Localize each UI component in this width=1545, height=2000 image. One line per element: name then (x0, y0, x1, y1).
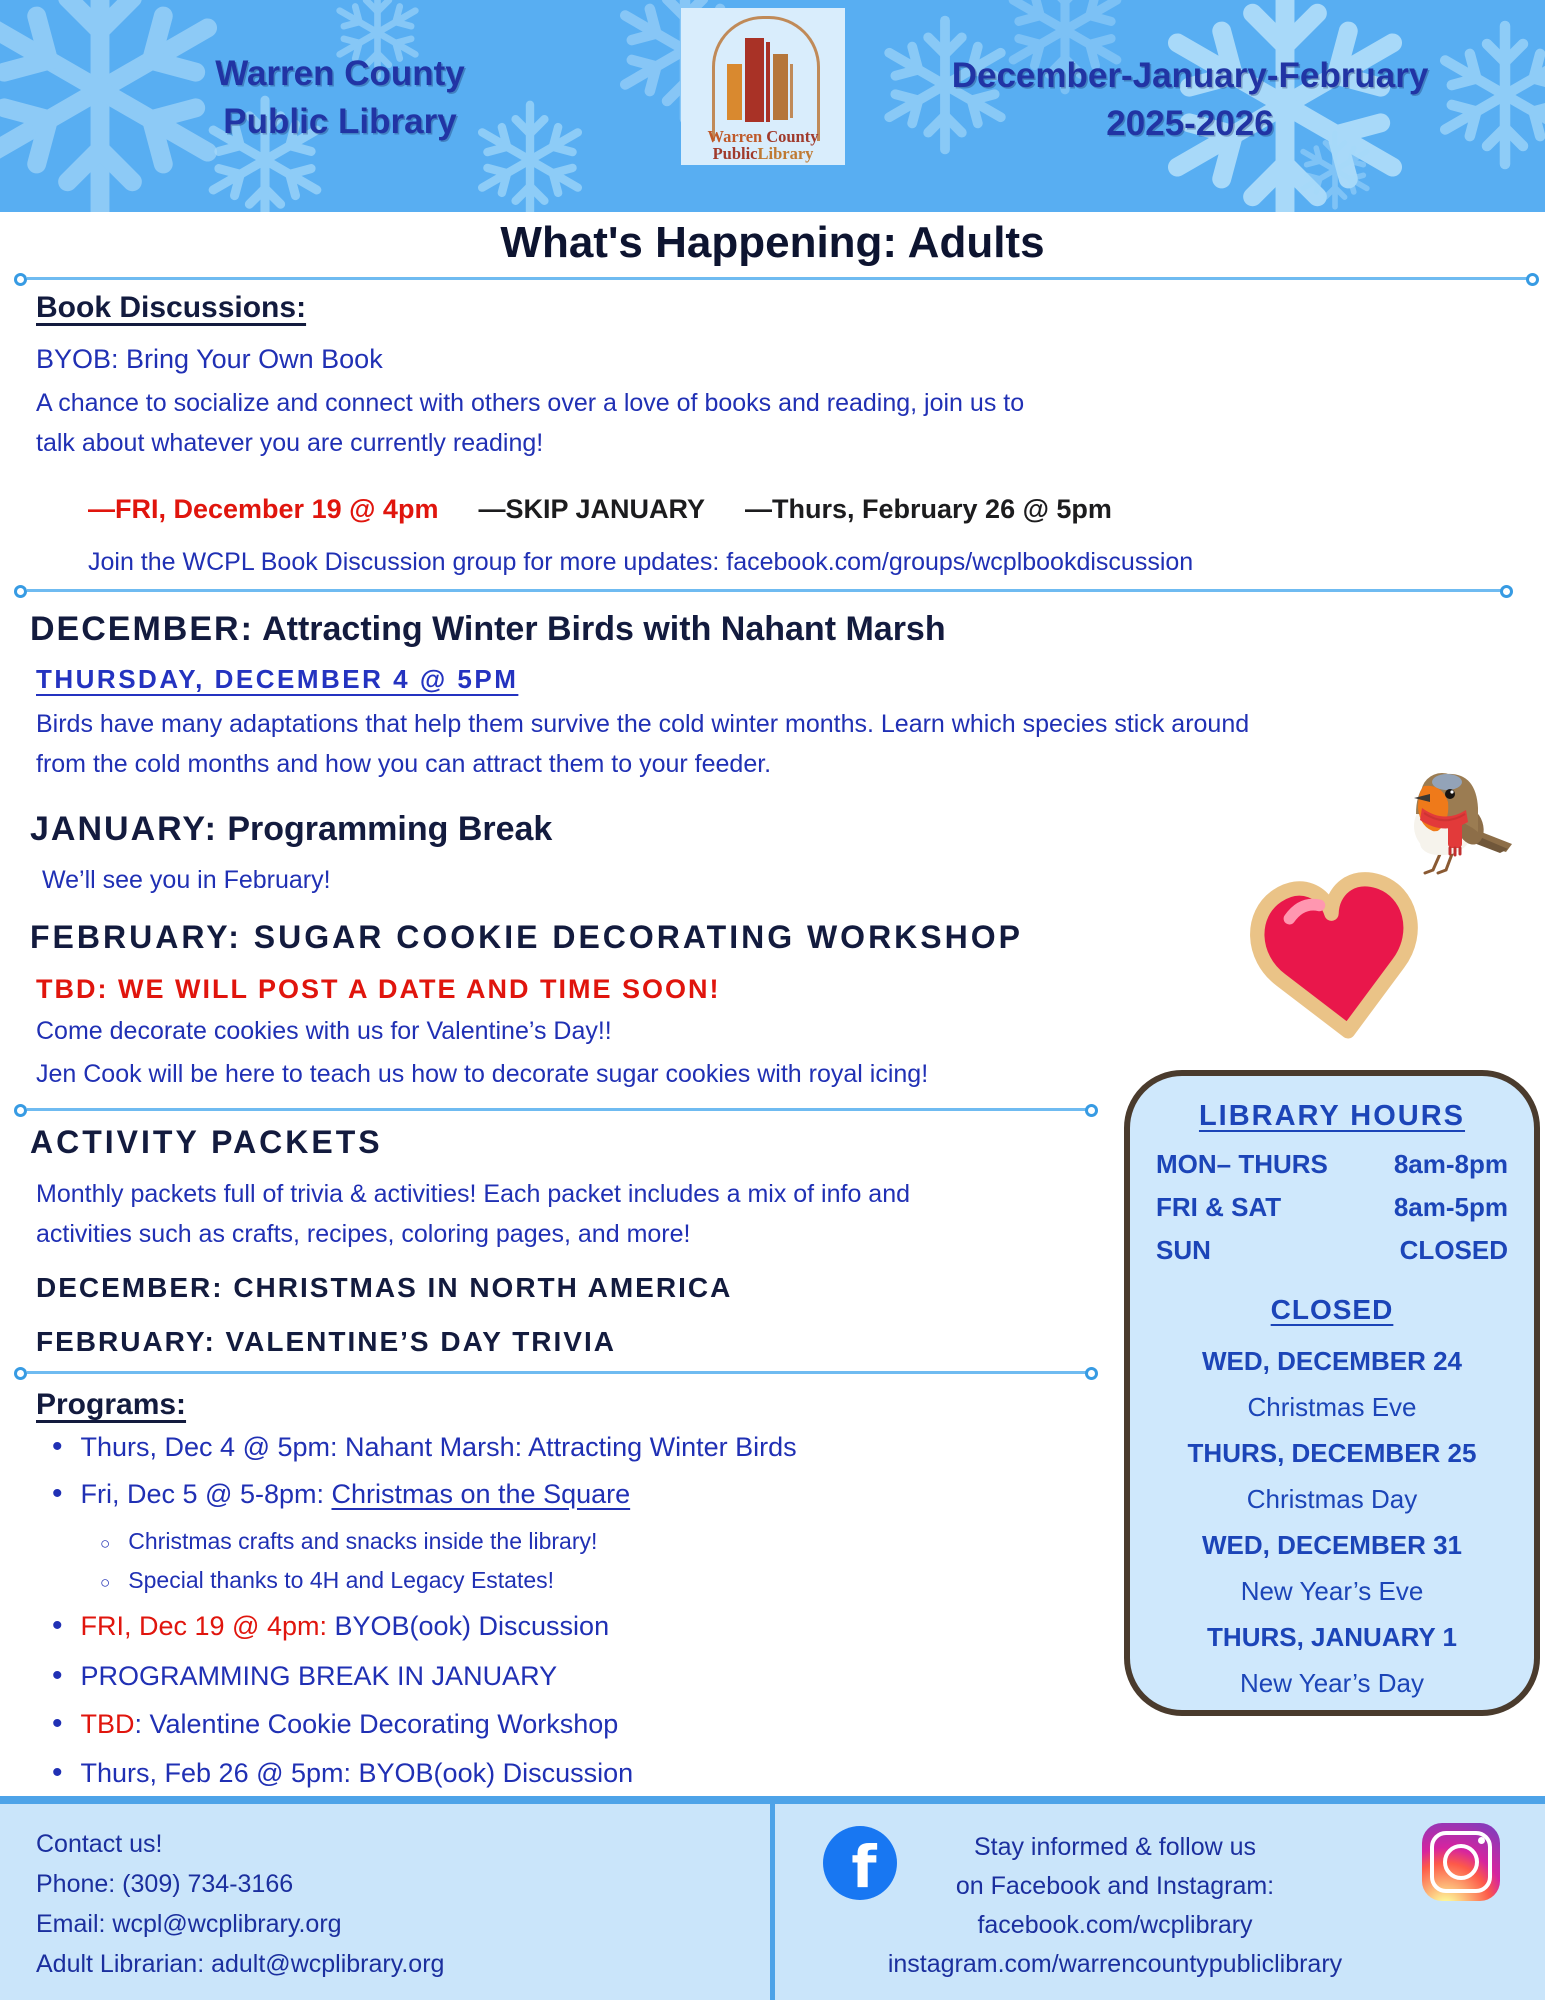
divider (0, 585, 1545, 597)
programs-heading: Programs: (36, 1388, 187, 1421)
february-tbd-note: TBD: WE WILL POST A DATE AND TIME SOON! (36, 974, 721, 1004)
facebook-icon: f (823, 1826, 897, 1900)
closed-date: THURS, JANUARY 1 (1207, 1622, 1457, 1652)
divider (0, 1104, 1104, 1116)
hours-row (1130, 1186, 1534, 1229)
program-list-item: • FRI, Dec 19 @ 4pm: BYOB(ook) Discussion (52, 1609, 609, 1643)
org-name (110, 50, 570, 146)
december-packet: DECEMBER: CHRISTMAS IN NORTH AMERICA (36, 1272, 733, 1303)
february-packet: FEBRUARY: VALENTINE’S DAY TRIVIA (36, 1326, 616, 1357)
season-years: 2025-2026 (1106, 104, 1274, 143)
january-event-heading: JANUARY: Programming Break (30, 810, 553, 848)
hours-days: FRI & SAT (1156, 1192, 1282, 1222)
program-list-item: • Thurs, Dec 4 @ 5pm: Nahant Marsh: Attracting Winter Birds (52, 1430, 797, 1464)
social-line2: on Facebook and Instagram: (955, 1872, 1275, 1900)
closed-occasion: New Year’s Day (1239, 1668, 1425, 1698)
hours-row (1130, 1229, 1534, 1272)
byob-description-line2: talk about whatever you are currently reading! (36, 429, 544, 457)
activity-packets-heading: ACTIVITY PACKETS (30, 1124, 383, 1160)
logo-wordmark: Warren County PublicLibrary (707, 127, 819, 163)
logo-book-spine (790, 64, 793, 118)
closed-dates-list (1130, 1338, 1534, 1706)
hours-days: SUN (1156, 1235, 1211, 1265)
logo-book-spine (727, 64, 742, 120)
bullet-icon (52, 1659, 63, 1693)
contact-phone: Phone: (309) 734-3166 (36, 1870, 294, 1898)
circle-bullet-icon (100, 1567, 110, 1594)
divider (0, 1367, 1104, 1379)
byob-subheading: BYOB: Bring Your Own Book (36, 344, 383, 374)
instagram-flash-icon (1478, 1837, 1485, 1844)
hours-value: 8am-8pm (1393, 1149, 1508, 1179)
date-february: —Thurs, February 26 @ 5pm (745, 494, 1112, 524)
closed-occasion: New Year’s Eve (1240, 1576, 1424, 1606)
hours-days: MON– THURS (1156, 1149, 1328, 1179)
logo-book-spine (766, 42, 770, 122)
december-event-heading: DECEMBER: Attracting Winter Birds with Nahant Marsh (30, 610, 946, 648)
heart-cookie-illustration (1238, 870, 1438, 1050)
library-logo (681, 8, 845, 165)
activity-packets-description-line2: activities such as crafts, recipes, coloring pages, and more! (36, 1220, 691, 1248)
contact-librarian: Adult Librarian: adult@wcplibrary.org (36, 1950, 445, 1978)
contact-block (36, 1824, 444, 1984)
closed-date: WED, DECEMBER 24 (1201, 1346, 1463, 1376)
december-event-description-line2: from the cold months and how you can attract them to your feeder. (36, 750, 772, 778)
closed-date: THURS, DECEMBER 25 (1187, 1438, 1477, 1468)
book-discussion-dates (88, 494, 1112, 525)
contact-heading: Contact us! (36, 1830, 163, 1858)
logo-book-spine (773, 54, 788, 120)
program-list-item: • PROGRAMMING BREAK IN JANUARY (52, 1659, 557, 1693)
social-block (800, 1828, 1430, 1984)
divider (0, 273, 1545, 285)
instagram-icon (1422, 1823, 1500, 1901)
winter-robin-illustration (1386, 750, 1516, 880)
closed-occasion: Christmas Eve (1247, 1392, 1417, 1422)
date-december: —FRI, December 19 @ 4pm (88, 494, 439, 524)
footer-divider (770, 1804, 775, 2000)
january-event-description: We’ll see you in February! (42, 866, 331, 894)
header-banner (0, 0, 1545, 212)
february-description-line2: Jen Cook will be here to teach us how to decorate sugar cookies with royal icing! (36, 1060, 929, 1088)
activity-packets-description-line1: Monthly packets full of trivia & activities! Each packet includes a mix of info and (36, 1180, 911, 1208)
contact-email: Email: wcpl@wcplibrary.org (36, 1910, 342, 1938)
program-sublist-item: ○ Special thanks to 4H and Legacy Estates! (100, 1567, 554, 1594)
december-event-description-line1: Birds have many adaptations that help them survive the cold winter months. Learn which species stick around (36, 710, 1250, 738)
circle-bullet-icon (100, 1528, 110, 1555)
facebook-group-note: Join the WCPL Book Discussion group for more updates: facebook.com/groups/wcplbookdiscussion (88, 548, 1194, 576)
closed-heading: CLOSED (1270, 1294, 1394, 1325)
social-line1: Stay informed & follow us (973, 1833, 1257, 1861)
page-title: What's Happening: Adults (500, 218, 1045, 267)
date-january: —SKIP JANUARY (478, 494, 705, 524)
february-description-line1: Come decorate cookies with us for Valentine’s Day!! (36, 1017, 612, 1045)
program-list-item: • Thurs, Feb 26 @ 5pm: BYOB(ook) Discussion (52, 1756, 633, 1790)
bullet-icon (52, 1609, 63, 1643)
library-hours-panel (1124, 1070, 1540, 1716)
program-list-item: • Fri, Dec 5 @ 5-8pm: Christmas on the Square (52, 1477, 630, 1511)
instagram-url: instagram.com/warrencountypubliclibrary (887, 1950, 1343, 1978)
org-name-line1: Warren County (215, 54, 465, 93)
hours-table (1130, 1143, 1534, 1272)
org-name-line2: Public Library (223, 102, 457, 141)
issue-season (860, 52, 1520, 148)
instagram-lens-icon (1443, 1844, 1479, 1880)
closed-date: WED, DECEMBER 31 (1201, 1530, 1463, 1560)
february-event-heading: FEBRUARY: SUGAR COOKIE DECORATING WORKSHOP (30, 919, 1023, 955)
bullet-icon (52, 1756, 63, 1790)
book-discussions-heading: Book Discussions: (36, 291, 307, 324)
bullet-icon (52, 1707, 63, 1741)
program-list-item: • TBD: Valentine Cookie Decorating Workshop (52, 1707, 618, 1741)
december-event-datetime: THURSDAY, DECEMBER 4 @ 5PM (36, 664, 519, 694)
program-sublist-item: ○ Christmas crafts and snacks inside the library! (100, 1528, 597, 1555)
bullet-icon (52, 1477, 63, 1511)
hours-value: 8am-5pm (1393, 1192, 1508, 1222)
closed-occasion: Christmas Day (1246, 1484, 1418, 1514)
season-months: December-January-February (951, 56, 1429, 95)
facebook-url: facebook.com/wcplibrary (977, 1911, 1253, 1939)
logo-book-spine (745, 38, 764, 122)
hours-value: CLOSED (1399, 1235, 1508, 1265)
library-hours-heading: LIBRARY HOURS (1198, 1100, 1466, 1132)
bullet-icon (52, 1430, 63, 1464)
hours-row (1130, 1143, 1534, 1186)
byob-description-line1: A chance to socialize and connect with others over a love of books and reading, join us to (36, 389, 1025, 417)
